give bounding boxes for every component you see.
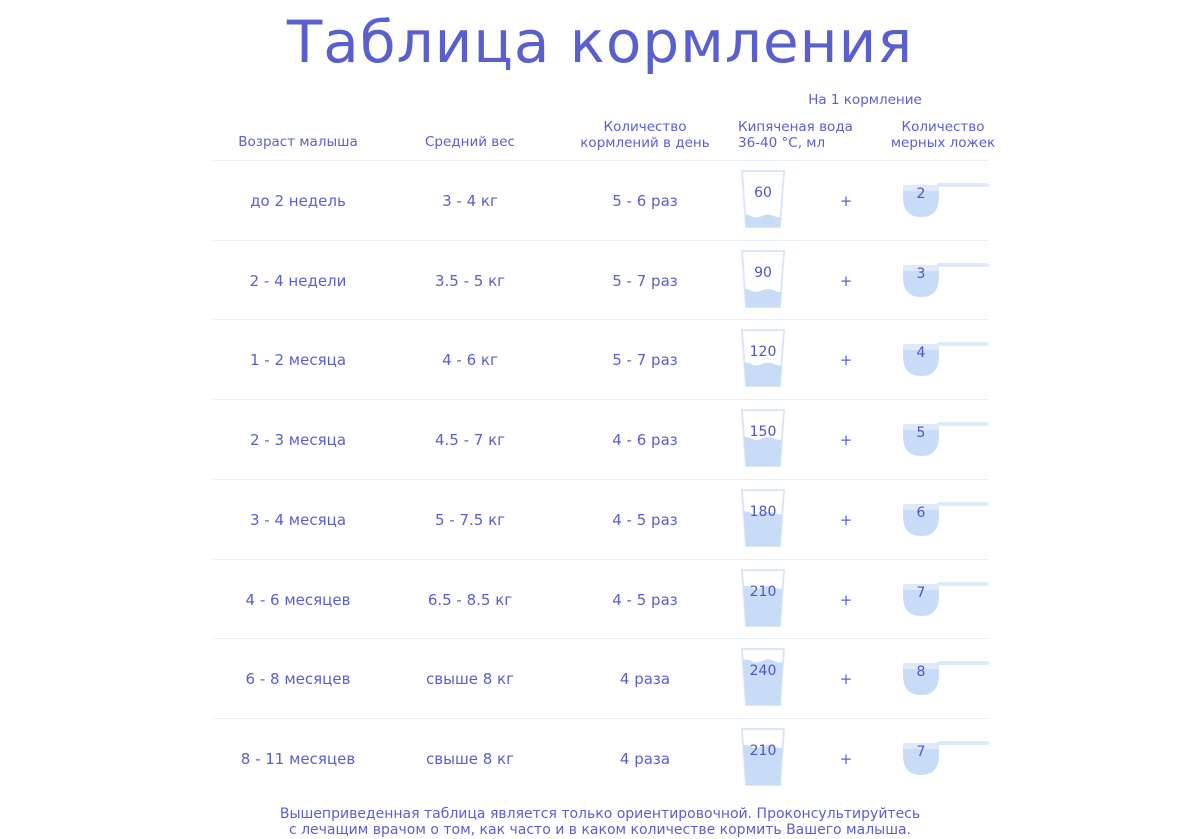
age-cell: 2 - 4 недели [249, 271, 347, 290]
table-row [213, 718, 989, 799]
water-glass-icon [740, 408, 786, 468]
spoon-count: 3 [916, 265, 926, 282]
measuring-spoon-icon [903, 500, 989, 540]
measuring-spoon-icon [903, 340, 989, 380]
feeds-cell: 5 - 6 раз [612, 192, 678, 210]
age-cell: 1 - 2 месяца [249, 351, 347, 370]
header-age: Возраст малыша [238, 134, 358, 150]
plus-sign: + [839, 749, 853, 768]
measuring-spoon-icon [903, 659, 989, 699]
table-row [213, 559, 989, 640]
weight-cell: 4.5 - 7 кг [434, 431, 506, 450]
spoon-count: 8 [916, 664, 926, 681]
header-spoons: Количество мерных ложек [890, 119, 996, 151]
per-feeding-label: На 1 кормление [808, 92, 922, 108]
water-amount: 240 [749, 663, 777, 680]
measuring-spoon-icon [903, 181, 989, 221]
age-cell: 3 - 4 месяца [249, 510, 347, 529]
water-glass-icon [740, 727, 786, 787]
water-glass-icon [740, 647, 786, 707]
water-glass-icon [740, 328, 786, 388]
header-feeds: Количество кормлений в день [580, 119, 710, 151]
plus-sign: + [839, 431, 853, 450]
plus-sign: + [839, 590, 853, 609]
water-glass-icon [740, 249, 786, 309]
measuring-spoon-icon [903, 420, 989, 460]
weight-cell: 3.5 - 5 кг [434, 271, 506, 290]
plus-sign: + [839, 670, 853, 689]
plus-sign: + [839, 271, 853, 290]
weight-cell: свыше 8 кг [426, 749, 514, 768]
weight-cell: свыше 8 кг [426, 670, 514, 689]
page-title: Таблица кормления [286, 8, 914, 76]
water-amount: 150 [749, 424, 777, 441]
water-amount: 180 [749, 503, 777, 520]
spoon-count: 5 [916, 425, 926, 442]
water-amount: 120 [749, 344, 777, 361]
table-row [213, 160, 989, 241]
water-amount: 210 [749, 583, 777, 600]
water-amount: 60 [754, 185, 772, 201]
spoon-count: 7 [916, 584, 926, 601]
age-cell: до 2 недель [250, 192, 346, 210]
footer-note: Вышеприведенная таблица является только ориентировочной. Проконсультируйтесь с лечащим врачом о том, как часто и в каком количестве кормить Вашего малыша. [279, 806, 921, 838]
age-cell: 6 - 8 месяцев [245, 670, 351, 689]
spoon-count: 4 [916, 345, 926, 362]
feeds-cell: 4 раза [619, 670, 671, 689]
water-glass-icon [740, 488, 786, 548]
weight-cell: 3 - 4 кг [442, 192, 498, 210]
measuring-spoon-icon [903, 261, 989, 301]
age-cell: 8 - 11 месяцев [240, 749, 356, 768]
measuring-spoon-icon [903, 739, 989, 779]
water-amount: 90 [754, 264, 772, 281]
measuring-spoon-icon [903, 580, 989, 620]
water-glass-icon [740, 568, 786, 628]
feeds-cell: 5 - 7 раз [612, 271, 678, 290]
plus-sign: + [839, 510, 853, 529]
weight-cell: 5 - 7.5 кг [434, 510, 506, 529]
feeds-cell: 5 - 7 раз [612, 351, 678, 370]
table-row [213, 399, 989, 480]
feeds-cell: 4 - 5 раз [612, 590, 678, 609]
header-weight: Средний вес [425, 134, 515, 150]
spoon-count: 2 [916, 186, 926, 202]
water-amount: 210 [749, 742, 777, 759]
weight-cell: 4 - 6 кг [442, 351, 498, 370]
plus-sign: + [839, 351, 853, 370]
age-cell: 2 - 3 месяца [249, 431, 347, 450]
spoon-count: 7 [916, 743, 926, 760]
age-cell: 4 - 6 месяцев [245, 590, 351, 609]
water-glass-icon [740, 169, 786, 229]
spoon-count: 6 [916, 504, 926, 521]
table-row [213, 479, 989, 560]
feeds-cell: 4 раза [619, 749, 671, 768]
table-row [213, 638, 989, 719]
feeds-cell: 4 - 5 раз [612, 510, 678, 529]
table-row [213, 240, 989, 321]
plus-sign: + [839, 192, 853, 210]
weight-cell: 6.5 - 8.5 кг [427, 590, 513, 609]
feeds-cell: 4 - 6 раз [612, 431, 678, 450]
table-row [213, 319, 989, 400]
header-water: Кипяченая вода 36-40 °С, мл [738, 119, 853, 151]
